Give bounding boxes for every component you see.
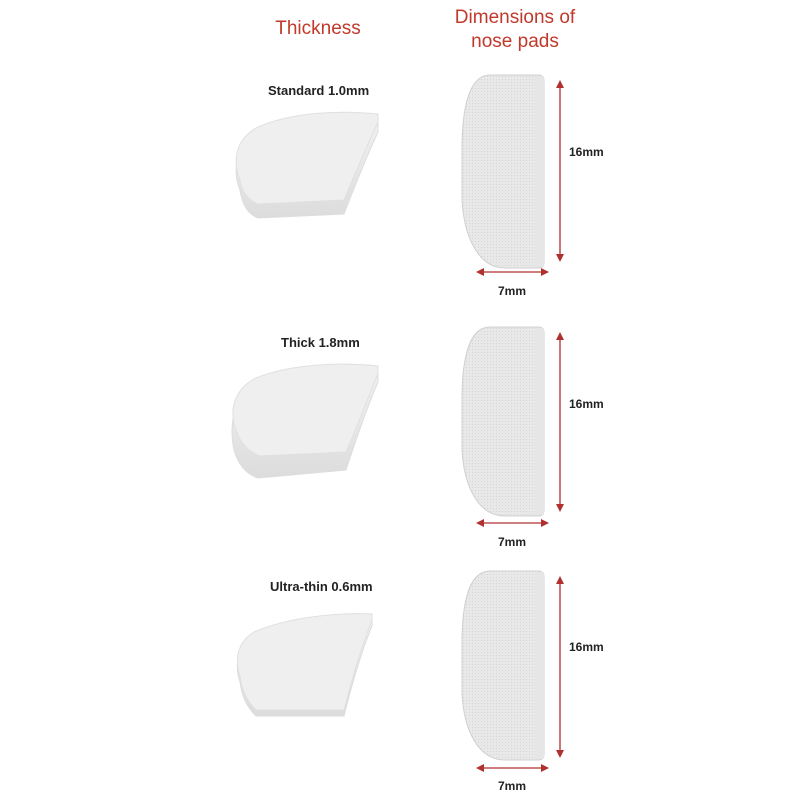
height-measure-thick: 16mm [569,397,604,411]
pad-3d-standard [236,112,378,218]
pad-3d-ultra-thin [237,614,372,716]
dimensions-header-line-1: Dimensions of [454,7,576,28]
thickness-label-standard: Standard 1.0mm [268,83,370,98]
pad-front-standard [462,75,544,268]
pad-3d-thick [232,364,378,478]
pad-front-thick [462,327,544,516]
width-measure-standard: 7mm [498,284,527,298]
pad-front-ultra-thin [462,571,544,760]
width-measure-ultra-thin: 7mm [498,779,527,793]
height-measure-standard: 16mm [569,145,604,159]
thickness-label-ultra-thin: Ultra-thin 0.6mm [270,579,373,594]
height-measure-ultra-thin: 16mm [569,640,604,654]
thickness-label-thick: Thick 1.8mm [281,335,360,350]
width-measure-thick: 7mm [498,535,527,549]
dimensions-header-line-2: nose pads [471,31,559,52]
thickness-column-header: Thickness [275,18,361,39]
